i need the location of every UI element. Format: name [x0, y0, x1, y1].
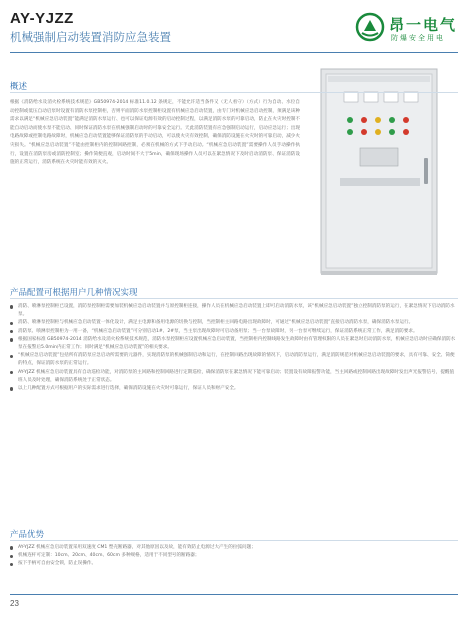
- bullet-icon: [10, 355, 13, 358]
- configuration-heading: 产品配置可根据用户几种情况实现: [10, 288, 138, 298]
- bullet-icon: [10, 305, 13, 308]
- overview-heading-rule: [10, 92, 458, 93]
- logo-company-name: 昂一电气: [389, 16, 458, 34]
- bullet-icon: [10, 387, 13, 390]
- product-subtitle: 机械强制启动装置消防应急装置: [10, 30, 171, 44]
- bullet-icon: [10, 330, 13, 333]
- advantages-list: [10, 544, 458, 569]
- product-model: AY-YJZZ: [10, 10, 74, 27]
- bullet-icon: [10, 371, 13, 374]
- list-item: 按下手柄可自由安全锁，防止误操作。: [10, 560, 458, 568]
- bullet-icon: [10, 338, 13, 341]
- bullet-icon: [10, 563, 13, 566]
- advantages-heading: 产品优势: [10, 530, 45, 540]
- list-item: 消防泵、喷淋泵控制柜为一用一备，“机械应急启动装置”可分别启动1#、2#泵，当主泵出现故障时可启动备用泵；当一台泵故障时，另一台泵可继续运行，保证消防系统正常工作，满足消防要求。: [10, 328, 458, 336]
- page-header: [0, 0, 468, 50]
- list-item: 消防、喷淋泵控制柜已设置，消防泵控制柜需要加装机械应急启动装置并与原控制柜连接，操作人员在机械应急启动装置上即可启动消防水泵，该“机械应急启动装置”独立控制消防泵的运行，在紧急情况下启动消防水泵。: [10, 303, 458, 319]
- bullet-icon: [10, 546, 13, 549]
- configuration-list: [10, 303, 458, 393]
- configuration-heading-rule: [10, 298, 458, 299]
- header-divider: [10, 52, 458, 53]
- overview-heading: 概述: [10, 82, 28, 92]
- list-item: AY-YJZZ 机械应急启动装置具有自动巡检功能，对消防泵的主回路和控制回路进行定期巡检，确保消防泵在紧急情况下能可靠启动；装置设有故障报警功能，当主回路或控制回路出现故障时发出声光报警信号，提醒值班人员及时处理，确保消防系统处于正常状态。: [10, 369, 458, 385]
- page-number: 23: [10, 599, 19, 608]
- advantages-heading-rule: [10, 540, 458, 541]
- bullet-icon: [10, 555, 13, 558]
- company-logo: [355, 12, 460, 46]
- logo-slogan: 防爆安全用电: [391, 34, 445, 42]
- overview-paragraph: 根据《消防给水及消火栓系统技术规范》GB50974-2014 标准11.0.12 条规定，不能允许适当条件又（无人看守）（方式）行为自动、水位自动控制或低压自动启泵时设置有消防水泵控制柜，否则平面消防水泵控制柜设置有机械应急启动装置，由专门对机械应急启动控制，须满足该种需求以满足“机械应急启动装置”能满足消防水泵运行、也可以保证电源有效的启动控制过程，以满足消防水泵的可靠启动，防止在火灾时控制不能自动启动而使水泵不能启动、同时保证消防水泵在机械强制启动时的可靠安全运行。天此消防装置有应急强制启动运行，启动应急运行；出现电路故障或控制电路故障时，机械应急启动装置能够保证消防泵的手动启动，可以使火灾有效控制，确保消防设施在火灾时的可靠启动，减少火灾损失。“机械应急启动装置”不能由控制柜内的控制回路控制，必须在机械的方式下手动启动。“机械应急启动装置”需要操作人员手动操作执行，设置在消防泵房或消防控制室；操作简便直观，启动时间不大于5min，确保现场操作人员可以在紧急情况下及时启动消防泵、保证消防设施的正常运行，消防系统在火灾时能有效的灭火。: [10, 100, 300, 166]
- list-item: 以上几种配置方式可根据用户的实际需求进行选择，确保消防设施在火灾时可靠运行，保证人员和财产安全。: [10, 385, 458, 393]
- list-item: AY-YJZZ 机械应急启动装置采用双速度 CM1 塑壳断路器，对其他原因以及故，能有效防止电源过大产生的拉弧问题；: [10, 544, 458, 552]
- list-item: “机械应急启动装置”包括所有消防泵应急启动所需要的元器件，实现消防泵的机械强制启动和运行，在控制回路出现故障的情况下，启动消防泵运行，满足消防规范对机械应急启动装置的要求，具有可靠、安全、简便的特点，保证消防水泵的正常运行。: [10, 352, 458, 368]
- logo-mark-icon: [355, 12, 385, 42]
- footer-divider: [10, 594, 458, 595]
- list-item: 消防、喷淋泵控制柜与机械应急启动装置一体化设计，满足主电源和备用电源的切换与控制，当控制柜主回路电路出现故障时，可通过“机械应急启动装置”直接启动消防水泵，确保消防水泵运行。: [10, 319, 458, 327]
- list-item: 机械连杆可定制：10cm、20cm、40cm、60cm 多种规格，适用于不同型号的断路器；: [10, 552, 458, 560]
- control-cabinet-image: [320, 68, 438, 276]
- list-item: 根据国家标准 GB50974-2014 消防给水及消火栓系统技术规范，消防水泵控制柜应设置机械应急启动装置，当控制柜内控制线路发生故障时由有管理权限的人员在紧急时启动消防水泵，机械应急启动时应确保消防水泵在报警后5.0min内正常工作；同时满足“机械应急启动装置”的相关要求。: [10, 336, 458, 352]
- bullet-icon: [10, 322, 13, 325]
